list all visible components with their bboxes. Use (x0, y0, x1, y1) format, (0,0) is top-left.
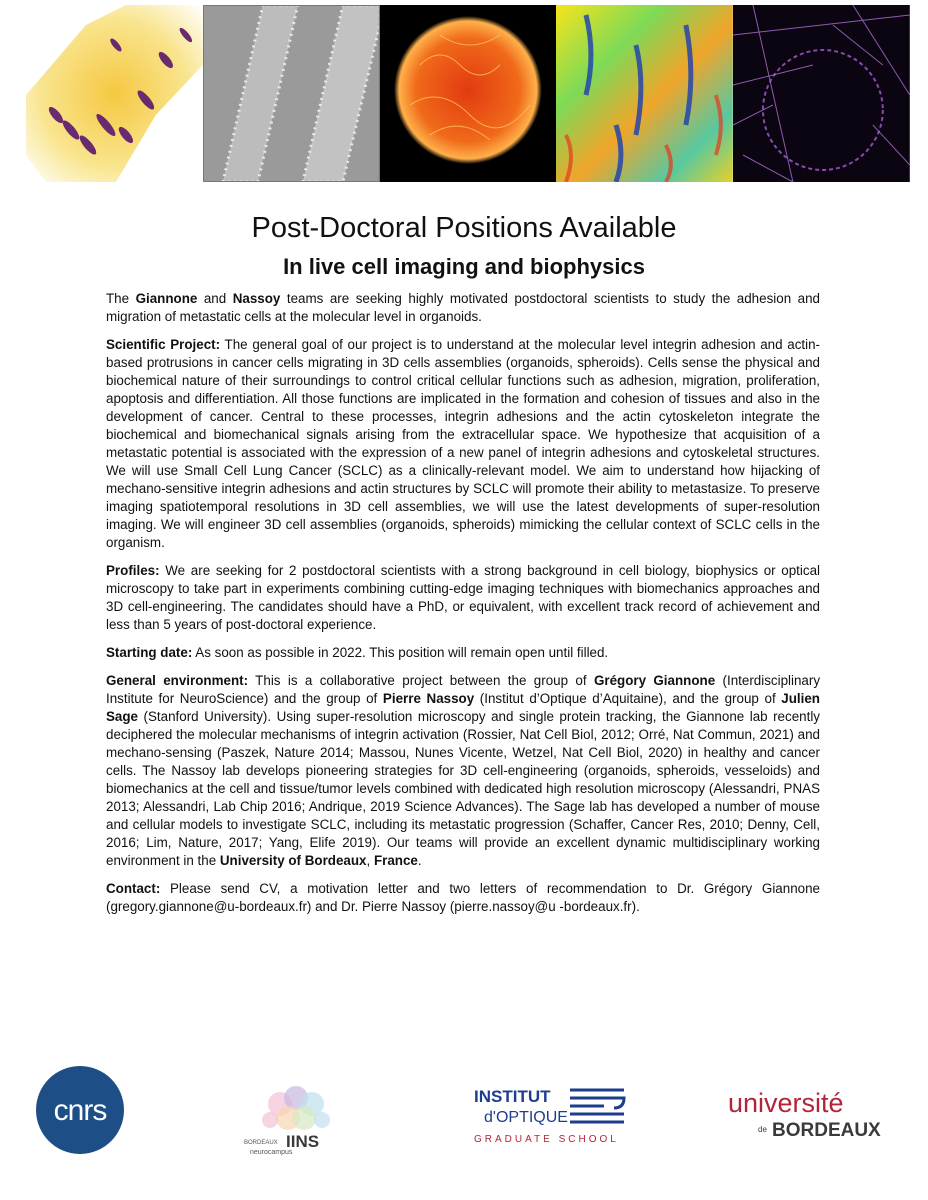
svg-text:INSTITUT: INSTITUT (474, 1087, 551, 1106)
institut-optique-logo (474, 1082, 626, 1148)
country-name: France (373, 853, 418, 868)
tissue-heatmap-image (556, 5, 733, 182)
profiles-paragraph: Profiles: We are seeking for 2 postdoctoral scientists with a strong background in cell biology, biophysics or optical microscopy to take part in experiments combining cutting-edge imaging techniques with biomechanics approaches and 3D cell-engineering. The candidates should have a PhD, or equivalent, with excellent track record of achievement and less than 5 years of post-doctoral experience. (106, 563, 820, 632)
section-label: General environment: (106, 673, 249, 688)
contact-paragraph: Contact: Please send CV, a motivation letter and two letters of recommendation to Dr. Grégory Giannone (gregory.giannone@u-bordeaux.fr) and Dr. Pierre Nassoy (pierre.nassoy@u -bordeaux.fr). (106, 881, 820, 914)
section-label: Starting date: (106, 645, 193, 660)
starting-date-paragraph: Starting date: As soon as possible in 2022. This position will remain open until filled. (106, 645, 609, 660)
image-banner (26, 5, 910, 182)
intro-paragraph: The Giannone and Nassoy teams are seeking highly motivated postdoctoral scientists to study the adhesion and migration of metastatic cells at the molecular level in organoids. (106, 291, 820, 324)
page-subtitle: In live cell imaging and biophysics (283, 254, 645, 279)
svg-text:d'OPTIQUE: d'OPTIQUE (484, 1109, 568, 1126)
university-name: University of Bordeaux (219, 853, 367, 868)
pi-name: Grégory Giannone (593, 673, 716, 688)
spheroid-image (380, 5, 557, 182)
scientific-project-paragraph: Scientific Project: The general goal of our project is to understand at the molecular level integrin adhesion and actin-based protrusions in cancer cells migrating in 3D cells assemblies (organoids, spheroids). Cells sense the physical and biochemical nature of their surroundings to control critical cellular functions such as adhesion, migration, proliferation, apoptosis and differentiation. All those functions are implicated in the formation and cohesion of tissues and also in the development of cancer. Central to these processes, integrin adhesions and the actin cytoskeleton integrate the biochemical and biomechanical signals arising from the extracellular space. We hypothesize that acquisition of a metastatic potential is associated with the expression of a new panel of integrin adhesions and cytoskeletal structures. We will use Small Cell Lung Cancer (SCLC) as a clinically-relevant model. We aim to understand how hijacking of mechano-sensitive integrin adhesions and actin structures by SCLC will promote their ability to metastasize. To preserve imaging spatiotemporal resolutions in 3D cell assemblies, we will use the latest developments of super-resolution imaging. We will engineer 3D cell assemblies (organoids, spheroids) mimicking the cellular context of SCLC cells in the organism. (106, 337, 821, 550)
team-name: Nassoy (232, 291, 281, 306)
pi-name: Pierre Nassoy (382, 691, 475, 706)
pi-name: Julien Sage (106, 691, 820, 724)
cnrs-logo (36, 1066, 124, 1154)
general-environment-paragraph: General environment: This is a collaborative project between the group of Grégory Giannone (Interdisciplinary Institute for NeuroScience) and the group of Pierre Nassoy (Institut d’Optique d’Aquitaine), and the group of Julien Sage (Stanford University). Using super-resolution microscopy and single protein tracking, the Giannone lab recently deciphered the molecular mechanisms of integrin activation (Rossier, Nat Cell Biol, 2012; Orré, Nat Commun, 2021) and mechano-sensing (Paszek, Nature 2014; Massou, Nunes Vicente, Wetzel, Nat Cell Biol, 2020) in healthy and cancer cells. The Nassoy lab develops pioneering strategies for 3D cell-engineering (organoids, spheroids, vesseloids) and biomechanics at the cell and tissue/tumor levels combined with dedicated high resolution microscopy (Alessandri, PNAS 2013; Alessandri, Lab Chip 2016; Andrique, 2019 Science Advances). The Sage lab has developed a number of mouse and cellular models to investigate SCLC, including its metastatic progression (Schaffer, Cancer Res, 2010; Denny, Cell, 2016; Lim, Nature, 2017; Yang, Elife 2019). Our teams will provide an excellent dynamic multidisciplinary working environment in the University of Bordeaux, France. (106, 673, 821, 868)
universite-bordeaux-logo (728, 1086, 888, 1146)
svg-text:université: université (728, 1088, 844, 1118)
section-label: Profiles: (106, 563, 160, 578)
svg-text:cnrs: cnrs (53, 1094, 107, 1127)
actin-network-image (733, 5, 910, 182)
iins-logo (240, 1074, 360, 1160)
svg-text:IINS: IINS (286, 1132, 320, 1151)
micropatterned-cells-image (203, 5, 380, 182)
team-name: Giannone (135, 291, 198, 306)
section-label: Contact: (106, 881, 161, 896)
svg-text:GRADUATE SCHOOL: GRADUATE SCHOOL (474, 1134, 619, 1145)
announcement-body (106, 290, 820, 926)
svg-text:neurocampus: neurocampus (250, 1149, 293, 1156)
svg-text:BORDEAUX: BORDEAUX (772, 1120, 881, 1141)
svg-text:de: de (758, 1125, 767, 1134)
section-label: Scientific Project: (106, 337, 221, 352)
page-title: Post-Doctoral Positions Available (251, 212, 677, 244)
adhesion-image (26, 5, 203, 182)
partner-logos (0, 1060, 928, 1160)
svg-text:BORDEAUX: BORDEAUX (244, 1140, 278, 1146)
